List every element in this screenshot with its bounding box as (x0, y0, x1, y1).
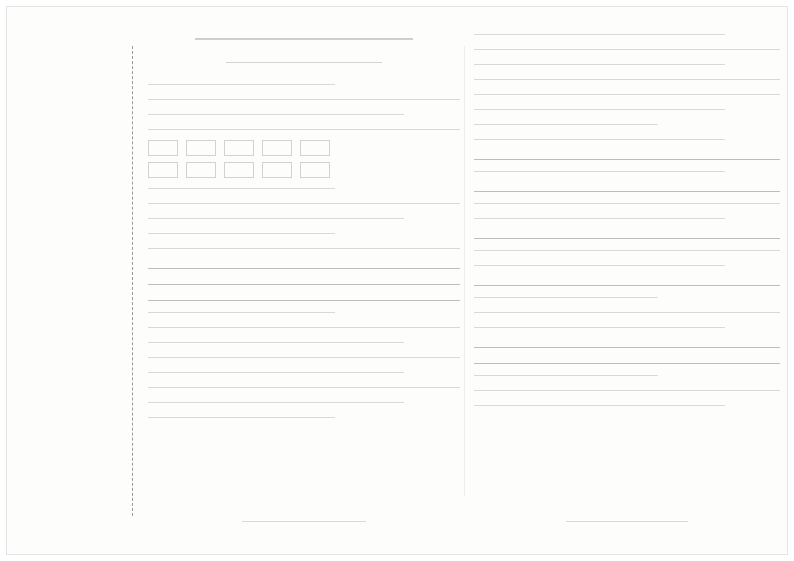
binding-strip (20, 20, 138, 550)
page-gutter (464, 46, 465, 496)
left-page (148, 24, 460, 536)
subtitle-placeholder (226, 56, 382, 68)
right-page-footer (566, 517, 688, 526)
exam-sheet (6, 6, 788, 555)
box-row (148, 162, 460, 178)
right-page (474, 24, 780, 536)
left-page-footer (242, 517, 367, 526)
fold-line (132, 46, 133, 516)
title-placeholder (195, 32, 413, 46)
box-row (148, 140, 460, 156)
